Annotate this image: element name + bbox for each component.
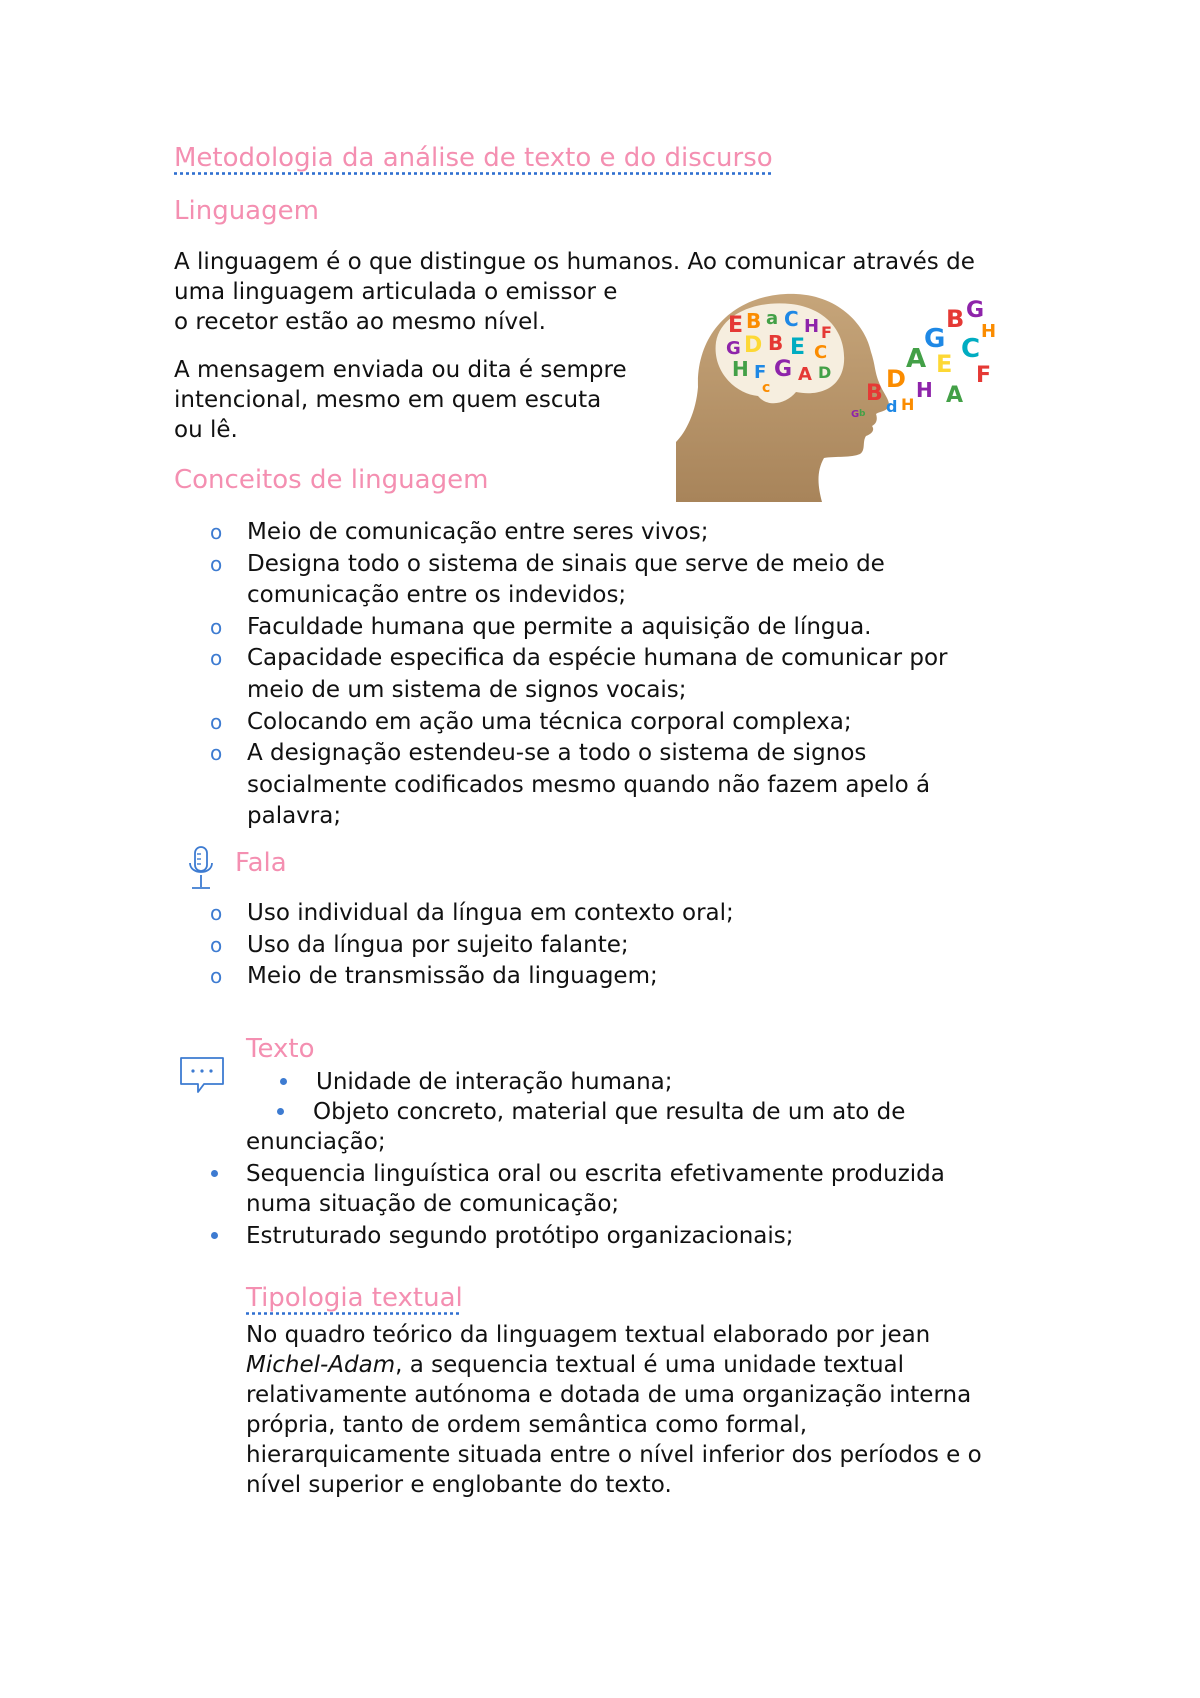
microphone-icon [186,845,216,895]
bullet-dot-icon [280,1078,287,1085]
document-title: Metodologia da análise de texto e do discurso [174,143,773,173]
svg-text:A: A [906,344,927,374]
svg-text:E: E [728,313,744,338]
list-item: o Uso da língua por sujeito falante; [206,930,734,962]
texto-item: Sequencia linguística oral ou escrita efetivamente produzida [246,1161,945,1187]
texto-item: Estruturado segundo protótipo organizacionais; [246,1223,794,1249]
list-item: o Meio de comunicação entre seres vivos; [206,517,947,549]
svg-text:G: G [774,357,793,382]
svg-text:H: H [804,316,820,337]
heading-conceitos: Conceitos de linguagem [174,465,489,495]
list-item: o Colocando em ação uma técnica corporal complexa; [206,707,947,739]
svg-text:H: H [981,321,997,342]
text-line: relativamente autónoma e dotada de uma organização interna [246,1382,972,1408]
list-item: o Designa todo o sistema de sinais que serve de meio de [206,549,947,581]
svg-text:E: E [936,350,953,378]
list-item: o A designação estendeu-se a todo o sistema de signos [206,738,947,770]
list-item: o Capacidade especifica da espécie humana de comunicar por [206,643,947,675]
svg-text:H: H [916,378,933,402]
text-line: nível superior e englobante do texto. [246,1472,672,1498]
text-line: A linguagem é o que distingue os humanos. Ao comunicar através de [174,249,975,275]
svg-text:F: F [754,362,767,383]
fala-list [206,898,734,993]
svg-text:G: G [726,338,741,359]
svg-text:B: B [866,381,883,406]
circle-bullet-icon: o [210,964,223,989]
circle-bullet-icon: o [210,646,223,671]
text-line: o recetor estão ao mesmo nível. [174,309,546,335]
heading-linguagem: Linguagem [174,196,319,226]
svg-text:D: D [744,333,763,358]
list-item-continuation: comunicação entre os indevidos; [247,582,627,609]
svg-text:A: A [946,383,964,408]
author-name: Michel-Adam [246,1352,396,1378]
svg-text:G: G [851,409,860,420]
circle-bullet-icon: o [210,551,223,576]
svg-text:A: A [798,364,812,385]
svg-text:B: B [768,331,784,355]
bullet-dot-icon [211,1232,218,1239]
list-item: o Meio de transmissão da linguagem; [206,961,734,993]
text-line: No quadro teórico da linguagem textual elaborado por jean [246,1322,931,1348]
text-line: uma linguagem articulada o emissor e [174,279,618,305]
svg-text:B: B [746,309,762,333]
svg-text:b: b [859,409,866,419]
chat-bubble-icon [178,1055,226,1097]
text-line: Michel-Adam, a sequencia textual é uma unidade textual [246,1352,905,1378]
list-item-continuation: meio de um sistema de signos vocais; [247,676,687,703]
svg-text:H: H [901,395,915,414]
heading-tipologia: Tipologia textual [246,1283,463,1313]
svg-text:B: B [946,305,965,333]
circle-bullet-icon: o [210,709,223,734]
text-line: própria, tanto de ordem semântica como formal, [246,1412,808,1438]
list-item-continuation: palavra; [247,803,342,830]
paragraph-linguagem-2 [174,355,627,445]
svg-text:F: F [821,323,832,342]
paragraph-tipologia [246,1320,982,1500]
texto-item-continuation: numa situação de comunicação; [246,1191,620,1217]
svg-text:C: C [961,334,981,364]
svg-text:d: d [886,397,898,416]
svg-text:H: H [732,357,749,381]
text-line: ou lê. [174,417,238,443]
circle-bullet-icon: o [210,932,223,957]
texto-item-continuation: enunciação; [246,1129,386,1155]
bullet-dot-icon [211,1170,218,1177]
circle-bullet-icon: o [210,614,223,639]
svg-text:G: G [924,324,946,354]
conceitos-list [206,517,947,833]
heading-fala: Fala [235,848,287,878]
text-line: hierarquicamente situada entre o nível inferior dos períodos e o [246,1442,982,1468]
texto-item: Objeto concreto, material que resulta de um ato de [313,1099,906,1125]
circle-bullet-icon: o [210,520,223,544]
circle-bullet-icon: o [210,741,223,766]
list-item-continuation: socialmente codificados mesmo quando não fazem apelo á [247,771,931,798]
texto-item: Unidade de interação humana; [316,1069,673,1095]
svg-text:C: C [814,342,828,363]
svg-text:F: F [976,363,992,388]
svg-text:a: a [766,308,779,329]
circle-bullet-icon: o [210,901,223,925]
svg-text:C: C [784,307,799,331]
bullet-dot-icon [277,1108,284,1115]
text-line: A mensagem enviada ou dita é sempre [174,357,627,383]
svg-text:D: D [818,363,832,382]
list-item: o Faculdade humana que permite a aquisição de língua. [206,612,947,644]
head-with-letters-illustration [676,292,1006,502]
svg-text:D: D [886,365,906,393]
heading-texto: Texto [246,1034,315,1064]
svg-text:c: c [762,380,771,396]
svg-text:G: G [966,298,985,323]
svg-text:E: E [790,335,806,360]
list-item: o Uso individual da língua em contexto oral; [206,898,734,930]
text-line: intencional, mesmo em quem escuta [174,387,602,413]
